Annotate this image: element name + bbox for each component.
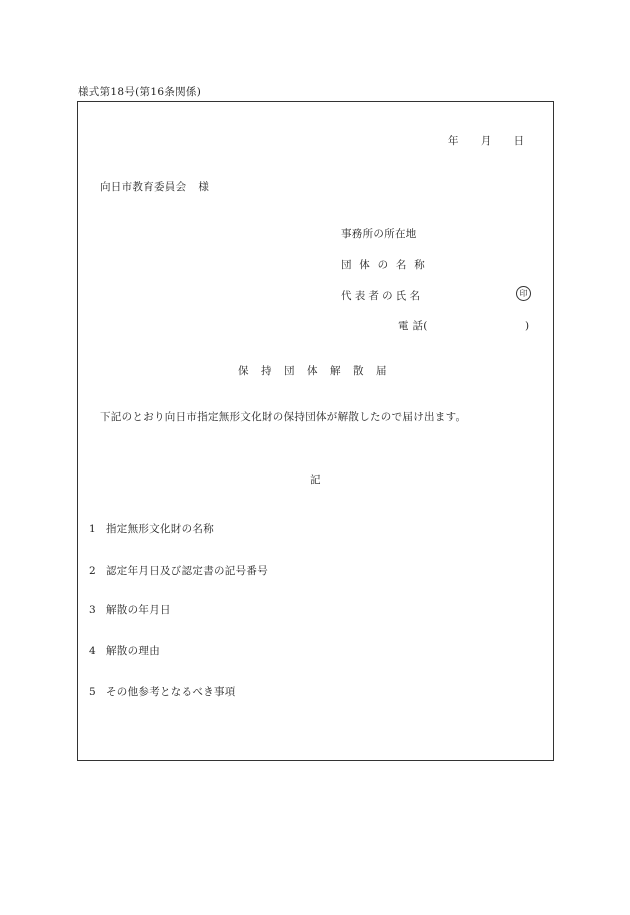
form-number-label: 様式第18号(第16条関係) — [78, 86, 202, 98]
list-item — [89, 644, 160, 658]
item-label: 解散の年月日 — [106, 604, 171, 616]
date-month-label: 月 — [480, 135, 492, 147]
item-number: 1 — [89, 523, 96, 535]
addressee-honorific: 様 — [198, 181, 210, 193]
list-item — [89, 603, 171, 617]
item-number: 5 — [89, 686, 96, 698]
seal-mark-icon: 印 — [516, 286, 531, 301]
date-year-label: 年 — [448, 135, 459, 147]
body-text: 下記のとおり向日市指定無形文化財の保持団体が解散したので届け出ます。 — [100, 411, 467, 423]
list-item — [89, 522, 214, 536]
item-label: 解散の理由 — [106, 645, 160, 657]
phone-close-paren: ) — [525, 320, 530, 332]
item-number: 3 — [89, 604, 96, 616]
item-label: 指定無形文化財の名称 — [106, 523, 214, 535]
addressee-name: 向日市教育委員会 — [100, 181, 187, 193]
item-number: 2 — [89, 565, 96, 577]
document-title: 保持団体解散届 — [238, 365, 399, 377]
office-address-label: 事務所の所在地 — [341, 228, 417, 240]
addressee — [100, 180, 209, 194]
item-label: その他参考となるべき事項 — [106, 686, 236, 698]
phone-label: 電 話( — [398, 320, 428, 332]
date-line — [448, 134, 524, 148]
date-day-label: 日 — [513, 135, 525, 147]
item-number: 4 — [89, 645, 96, 657]
list-item — [89, 685, 236, 699]
item-label: 認定年月日及び認定書の記号番号 — [106, 565, 268, 577]
ki-heading: 記 — [310, 474, 321, 486]
form-frame — [77, 101, 554, 761]
representative-name-label: 代表者の氏名 — [341, 290, 424, 302]
list-item — [89, 564, 268, 578]
org-name-label: 団体の名称 — [341, 259, 433, 271]
